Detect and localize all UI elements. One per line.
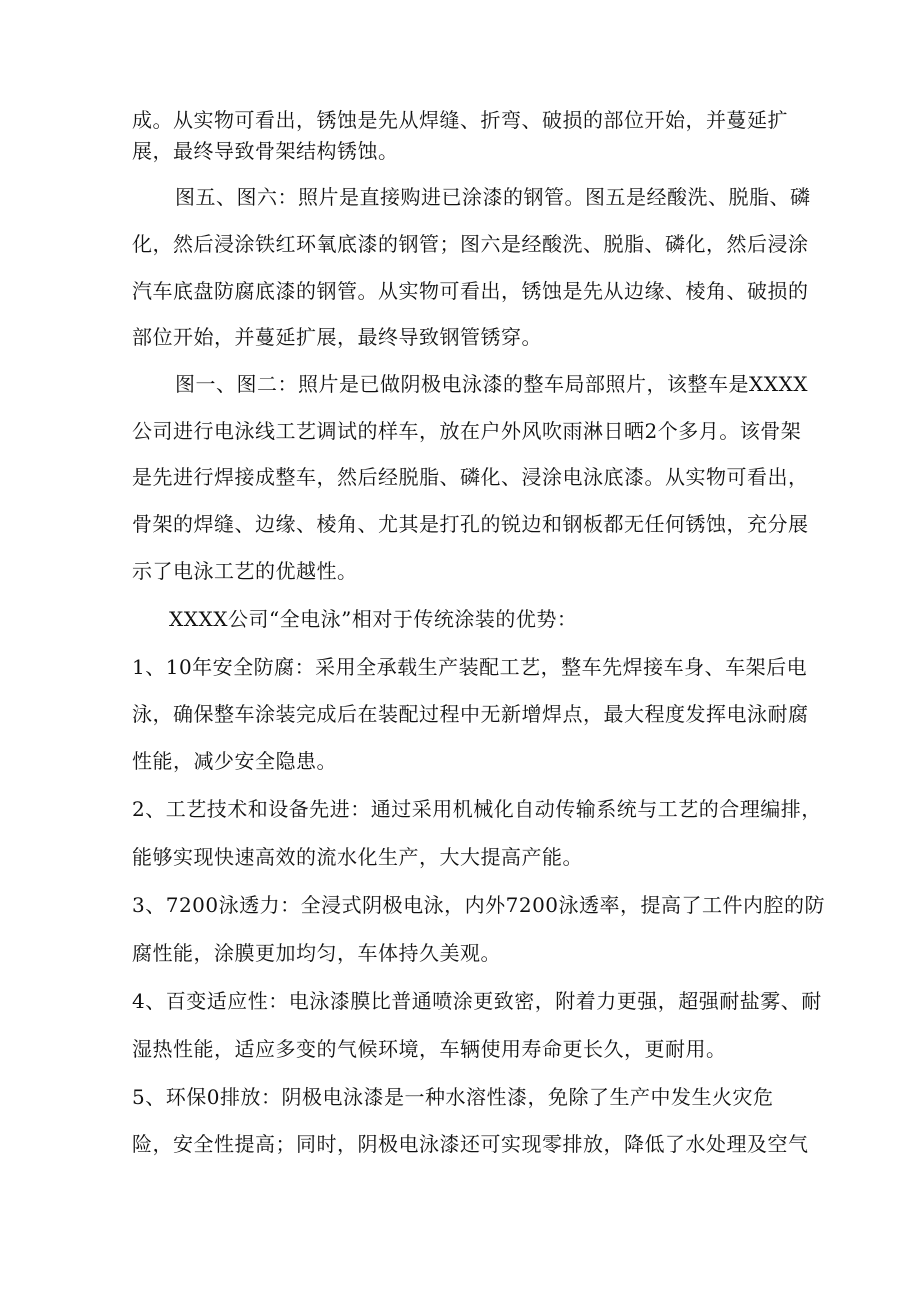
list-item-line: 3、7200泳透力：全浸式阴极电泳，内外7200泳透率，提高了工件内腔的防 <box>132 893 826 917</box>
list-item-line: 性能，减少安全隐患。 <box>132 749 337 773</box>
text-line: 是先进行焊接成整车，然后经脱脂、磷化、浸涂电泳底漆。从实物可看出， <box>132 465 809 489</box>
text-line: 示了电泳工艺的优越性。 <box>132 559 358 583</box>
text-line: 图一、图二：照片是已做阴极电泳漆的整车局部照片，该整车是XXXX <box>175 372 808 396</box>
text-line: 部位开始，并蔓延扩展，最终导致钢管锈穿。 <box>132 325 542 349</box>
list-item-line: 险，安全性提高；同时，阴极电泳漆还可实现零排放，降低了水处理及空气 <box>132 1132 809 1156</box>
text-line: 成。从实物可看出，锈蚀是先从焊缝、折弯、破损的部位开始，并蔓延扩 <box>132 108 788 132</box>
list-item-line: 腐性能，涂膜更加均匀，车体持久美观。 <box>132 941 501 965</box>
section-heading: XXXX公司“全电泳”相对于传统涂装的优势： <box>169 607 578 631</box>
text-line: 骨架的焊缝、边缘、棱角、尤其是打孔的锐边和钢板都无任何锈蚀，充分展 <box>132 512 809 536</box>
list-item-line: 泳，确保整车涂装完成后在装配过程中无新增焊点，最大程度发挥电泳耐腐 <box>132 702 809 726</box>
list-item-line: 5、环保0排放：阴极电泳漆是一种水溶性漆，免除了生产中发生火灾危 <box>132 1085 774 1109</box>
list-item-line: 湿热性能，适应多变的气候环境，车辆使用寿命更长久，更耐用。 <box>132 1037 727 1061</box>
list-item-line: 4、百变适应性：电泳漆膜比普通喷涂更致密，附着力更强，超强耐盐雾、耐 <box>132 989 822 1013</box>
text-line: 展，最终导致骨架结构锈蚀。 <box>132 139 399 163</box>
list-item-line: 能够实现快速高效的流水化生产，大大提高产能。 <box>132 845 583 869</box>
list-item-line: 2、工艺技术和设备先进：通过采用机械化自动传输系统与工艺的合理编排， <box>132 797 822 821</box>
text-line: 公司进行电泳线工艺调试的样车，放在户外风吹雨淋日晒2个多月。该骨架 <box>132 419 802 443</box>
text-line: 汽车底盘防腐底漆的钢管。从实物可看出，锈蚀是先从边缘、棱角、破损的 <box>132 279 809 303</box>
text-line: 图五、图六：照片是直接购进已涂漆的钢管。图五是经酸洗、脱脂、磷 <box>175 185 811 209</box>
text-line: 化，然后浸涂铁红环氧底漆的钢管；图六是经酸洗、脱脂、磷化，然后浸涂 <box>132 232 809 256</box>
list-item-line: 1、10年安全防腐：采用全承载生产装配工艺，整车先焊接车身、车架后电 <box>132 655 808 679</box>
